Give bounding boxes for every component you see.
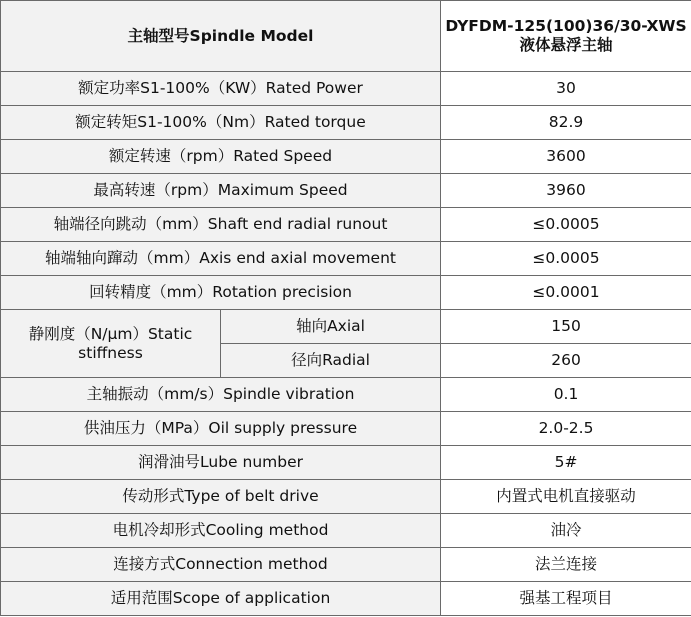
table-row <box>1 106 691 140</box>
max-speed-value: 3960 <box>441 174 691 208</box>
model-code: DYFDM-125(100)36/30-XWS <box>445 17 687 35</box>
application-scope-label: 适用范围Scope of application <box>1 582 441 616</box>
stiffness-axial-label: 轴向Axial <box>221 310 441 344</box>
spindle-vibration-label: 主轴振动（mm/s）Spindle vibration <box>1 378 441 412</box>
table-row <box>1 174 691 208</box>
spindle-model-value <box>441 1 691 72</box>
oil-pressure-label: 供油压力（MPa）Oil supply pressure <box>1 412 441 446</box>
connection-method-value: 法兰连接 <box>441 548 691 582</box>
static-stiffness-label-line2: stiffness <box>78 343 143 362</box>
stiffness-radial-label: 径向Radial <box>221 344 441 378</box>
rated-speed-label: 额定转速（rpm）Rated Speed <box>1 140 441 174</box>
cooling-method-value: 油冷 <box>441 514 691 548</box>
cooling-method-label: 电机冷却形式Cooling method <box>1 514 441 548</box>
table-row <box>1 480 691 514</box>
drive-type-label: 传动形式Type of belt drive <box>1 480 441 514</box>
table-row <box>1 310 691 344</box>
table-row <box>1 72 691 106</box>
application-scope-value: 强基工程项目 <box>441 582 691 616</box>
table-row <box>1 276 691 310</box>
table-row <box>1 140 691 174</box>
stiffness-radial-value: 260 <box>441 344 691 378</box>
table-row <box>1 548 691 582</box>
table-row <box>1 412 691 446</box>
rated-torque-label: 额定转矩S1-100%（Nm）Rated torque <box>1 106 441 140</box>
model-type: 液体悬浮主轴 <box>519 36 613 54</box>
axial-movement-label: 轴端轴向蹿动（mm）Axis end axial movement <box>1 242 441 276</box>
table-row <box>1 582 691 616</box>
rotation-precision-value: ≤0.0001 <box>441 276 691 310</box>
rated-torque-value: 82.9 <box>441 106 691 140</box>
axial-movement-value: ≤0.0005 <box>441 242 691 276</box>
table-row <box>1 446 691 480</box>
oil-pressure-value: 2.0-2.5 <box>441 412 691 446</box>
radial-runout-label: 轴端径向跳动（mm）Shaft end radial runout <box>1 208 441 242</box>
radial-runout-value: ≤0.0005 <box>441 208 691 242</box>
rated-power-value: 30 <box>441 72 691 106</box>
rated-power-label: 额定功率S1-100%（KW）Rated Power <box>1 72 441 106</box>
rated-speed-value: 3600 <box>441 140 691 174</box>
table-row <box>1 242 691 276</box>
table-header-row <box>1 1 691 72</box>
table-row <box>1 514 691 548</box>
connection-method-label: 连接方式Connection method <box>1 548 441 582</box>
drive-type-value: 内置式电机直接驱动 <box>441 480 691 514</box>
rotation-precision-label: 回转精度（mm）Rotation precision <box>1 276 441 310</box>
table-row <box>1 378 691 412</box>
max-speed-label: 最高转速（rpm）Maximum Speed <box>1 174 441 208</box>
lube-number-label: 润滑油号Lube number <box>1 446 441 480</box>
spindle-model-header: 主轴型号Spindle Model <box>1 1 441 72</box>
lube-number-value: 5# <box>441 446 691 480</box>
spindle-vibration-value: 0.1 <box>441 378 691 412</box>
stiffness-axial-value: 150 <box>441 310 691 344</box>
table-row <box>1 208 691 242</box>
static-stiffness-label-line1: 静刚度（N/μm）Static <box>28 324 193 343</box>
static-stiffness-label <box>1 310 221 378</box>
